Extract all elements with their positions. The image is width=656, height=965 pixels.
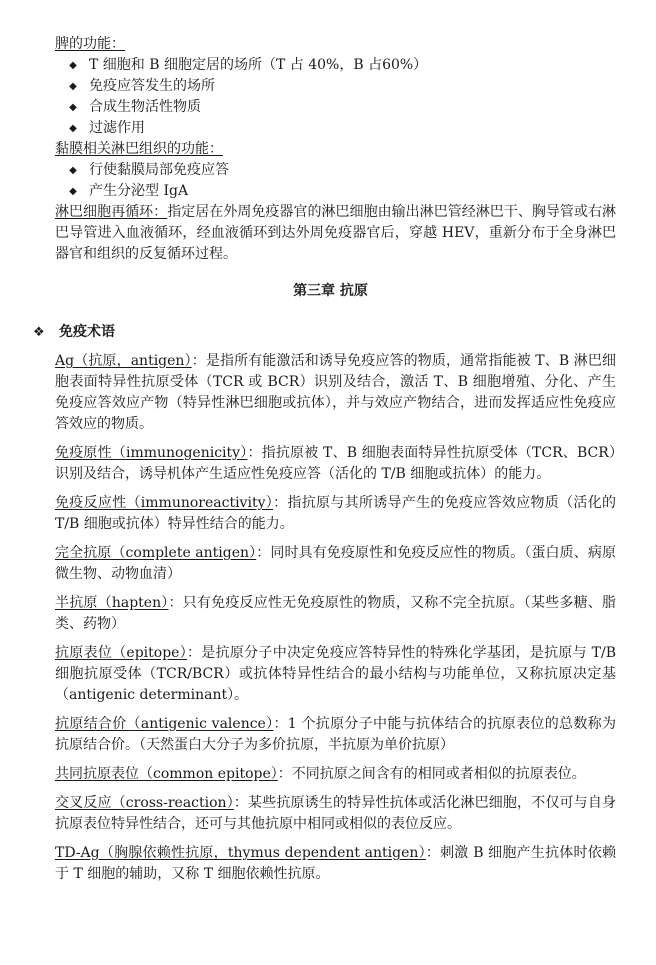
- spleen-heading-line: [55, 34, 616, 55]
- spleen-function-list: [55, 55, 616, 139]
- term-definition: ：只有免疫反应性无免疫原性的物质，又称不完全抗原。（某些多糖、脂类、药物）: [55, 595, 616, 632]
- term-entry: [55, 843, 616, 885]
- list-item: ◆ 过滤作用: [67, 118, 616, 139]
- term-name: 半抗原（hapten）: [55, 595, 169, 611]
- term-entry: [55, 793, 616, 835]
- term-definition: ：是指所有能激活和诱导免疫应答的物质，通常指能被 T、B 淋巴细胞表面特异性抗原受体（TCR 或 BCR）识别及结合，激活 T、B 细胞增殖、分化、产生免疫应答效应产物（特异性淋巴细胞或抗体），并与效应产物结合，进而发挥适应性免疫应答效应的物质。: [55, 353, 616, 432]
- diamond-bullet-icon: ◆: [69, 81, 77, 92]
- recirculation-text: 指定居在外周免疫器官的淋巴细胞由输出淋巴管经淋巴干、胸导管或右淋巴导管进入血液循环，经血液循环到达外周免疫器官后，穿越 HEV，重新分布于全身淋巴器官和组织的反复循环过程。: [55, 204, 617, 262]
- term-entry: [55, 443, 616, 485]
- spleen-heading: 脾的功能：: [55, 36, 125, 52]
- term-definition: ：指抗原被 T、B 细胞表面特异性抗原受体（TCR、BCR）识别及结合，诱导机体产生适应性免疫应答（活化的 T/B 细胞或抗体）的能力。: [55, 445, 616, 482]
- term-definition: ：指抗原与其所诱导产生的免疫应答效应物质（活化的 T/B 细胞或抗体）特异性结合的能力。: [55, 495, 617, 532]
- chapter-title: 第三章 抗原: [293, 283, 368, 299]
- term-definition: ：同时具有免疫原性和免疫反应性的物质。（蛋白质、病原微生物、动物血清）: [55, 545, 616, 582]
- malt-heading: 黏膜相关淋巴组织的功能：: [55, 141, 223, 157]
- diamond-bullet-icon: ◆: [69, 60, 77, 71]
- diamond-bullet-icon: ◆: [69, 102, 77, 113]
- term-name: TD-Ag（胸腺依赖性抗原，thymus dependent antigen）: [55, 845, 426, 861]
- term-entry: [55, 351, 616, 435]
- term-definition: ：1 个抗原分子中能与抗体结合的抗原表位的总数称为抗原结合价。（天然蛋白大分子为多价抗原，半抗原为单价抗原）: [55, 716, 616, 753]
- list-item: ◆ 合成生物活性物质: [67, 97, 616, 118]
- four-diamond-icon: ❖: [33, 325, 45, 340]
- malt-heading-line: [55, 139, 616, 160]
- term-name: 共同抗原表位（common epitope）: [55, 766, 278, 782]
- recirculation-paragraph: [55, 202, 616, 265]
- term-name: 抗原结合价（antigenic valence）: [55, 716, 274, 732]
- term-entry: [55, 643, 616, 706]
- diamond-bullet-icon: ◆: [69, 165, 77, 176]
- term-name: 免疫原性（immunogenicity）: [55, 445, 248, 461]
- term-definition: ：不同抗原之间含有的相同或者相似的抗原表位。: [277, 766, 586, 782]
- term-entry: [55, 764, 616, 785]
- term-name: 交叉反应（cross-reaction）: [55, 795, 234, 811]
- term-definition: ：是抗原分子中决定免疫应答特异性的特殊化学基团，是抗原与 T/B 细胞抗原受体（TCR/BCR）或抗体特异性结合的最小结构与功能单位，又称抗原决定基（antigenic determinant）。: [55, 645, 617, 703]
- term-entry: [55, 714, 616, 756]
- diamond-bullet-icon: ◆: [69, 123, 77, 134]
- term-name: Ag（抗原，antigen）: [55, 353, 192, 369]
- list-item: ◆ 行使黏膜局部免疫应答: [67, 160, 616, 181]
- list-item: ◆ 产生分泌型 IgA: [67, 181, 616, 202]
- list-item: ◆ 免疫应答发生的场所: [67, 76, 616, 97]
- term-entry: [55, 543, 616, 585]
- section-title: 免疫术语: [59, 324, 115, 340]
- term-entry: [55, 493, 616, 535]
- term-definition: ：某些抗原诱生的特异性抗体或活化淋巴细胞，不仅可与自身抗原表位特异性结合，还可与其他抗原中相同或相似的表位反应。: [55, 795, 617, 832]
- diamond-bullet-icon: ◆: [69, 186, 77, 197]
- term-name: 抗原表位（epitope）: [55, 645, 188, 661]
- term-name: 完全抗原（complete antigen）: [55, 545, 257, 561]
- recirculation-term: 淋巴细胞再循环：: [55, 204, 168, 220]
- term-definition: ：刺激 B 细胞产生抗体时依赖于 T 细胞的辅助，又称 T 细胞依赖性抗原。: [55, 845, 616, 882]
- list-item: ◆ T 细胞和 B 细胞定居的场所（T 占 40%，B 占60%）: [67, 55, 616, 76]
- malt-function-list: [55, 160, 616, 202]
- section-heading: [33, 322, 616, 343]
- term-entry: [55, 593, 616, 635]
- term-name: 免疫反应性（immunoreactivity）: [55, 495, 274, 511]
